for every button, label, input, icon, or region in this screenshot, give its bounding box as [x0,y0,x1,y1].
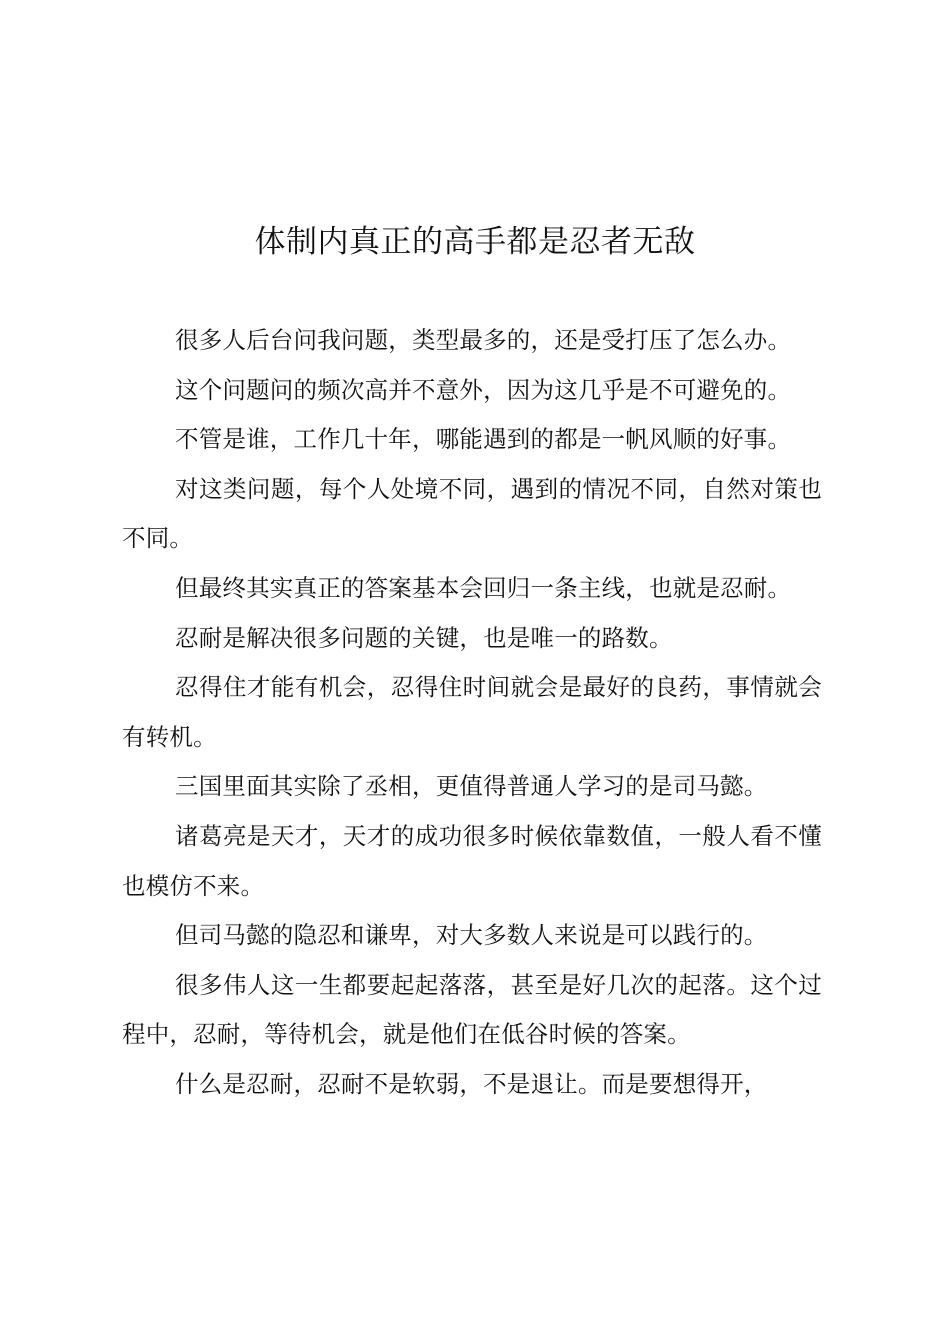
paragraph: 三国里面其实除了丞相，更值得普通人学习的是司马懿。 [175,772,768,801]
paragraph: 诸葛亮是天才，天才的成功很多时候依靠数值，一般人看不懂也模仿不来。 [122,821,822,900]
paragraph: 对这类问题，每个人处境不同，遇到的情况不同，自然对策也不同。 [122,474,822,553]
paragraph: 忍耐是解决很多问题的关键，也是唯一的路数。 [175,623,673,652]
document-title: 体制内真正的高手都是忍者无敌 [254,224,696,260]
paragraph: 不管是谁，工作几十年，哪能遇到的都是一帆风顺的好事。 [175,425,792,454]
document-body [122,316,822,1110]
paragraph: 很多伟人这一生都要起起落落，甚至是好几次的起落。这个过程中，忍耐，等待机会，就是他们在低谷时候的答案。 [122,970,822,1049]
paragraph: 忍得住才能有机会，忍得住时间就会是最好的良药，事情就会有转机。 [122,673,822,751]
paragraph: 但最终其实真正的答案基本会回归一条主线，也就是忍耐。 [175,573,792,602]
paragraph: 什么是忍耐，忍耐不是软弱，不是退让。而是要想得开， [175,1069,768,1098]
paragraph: 很多人后台问我问题，类型最多的，还是受打压了怎么办。 [175,326,792,354]
paragraph: 但司马懿的隐忍和谦卑，对大多数人来说是可以践行的。 [175,921,768,950]
paragraph: 这个问题问的频次高并不意外，因为这几乎是不可避免的。 [175,375,792,404]
